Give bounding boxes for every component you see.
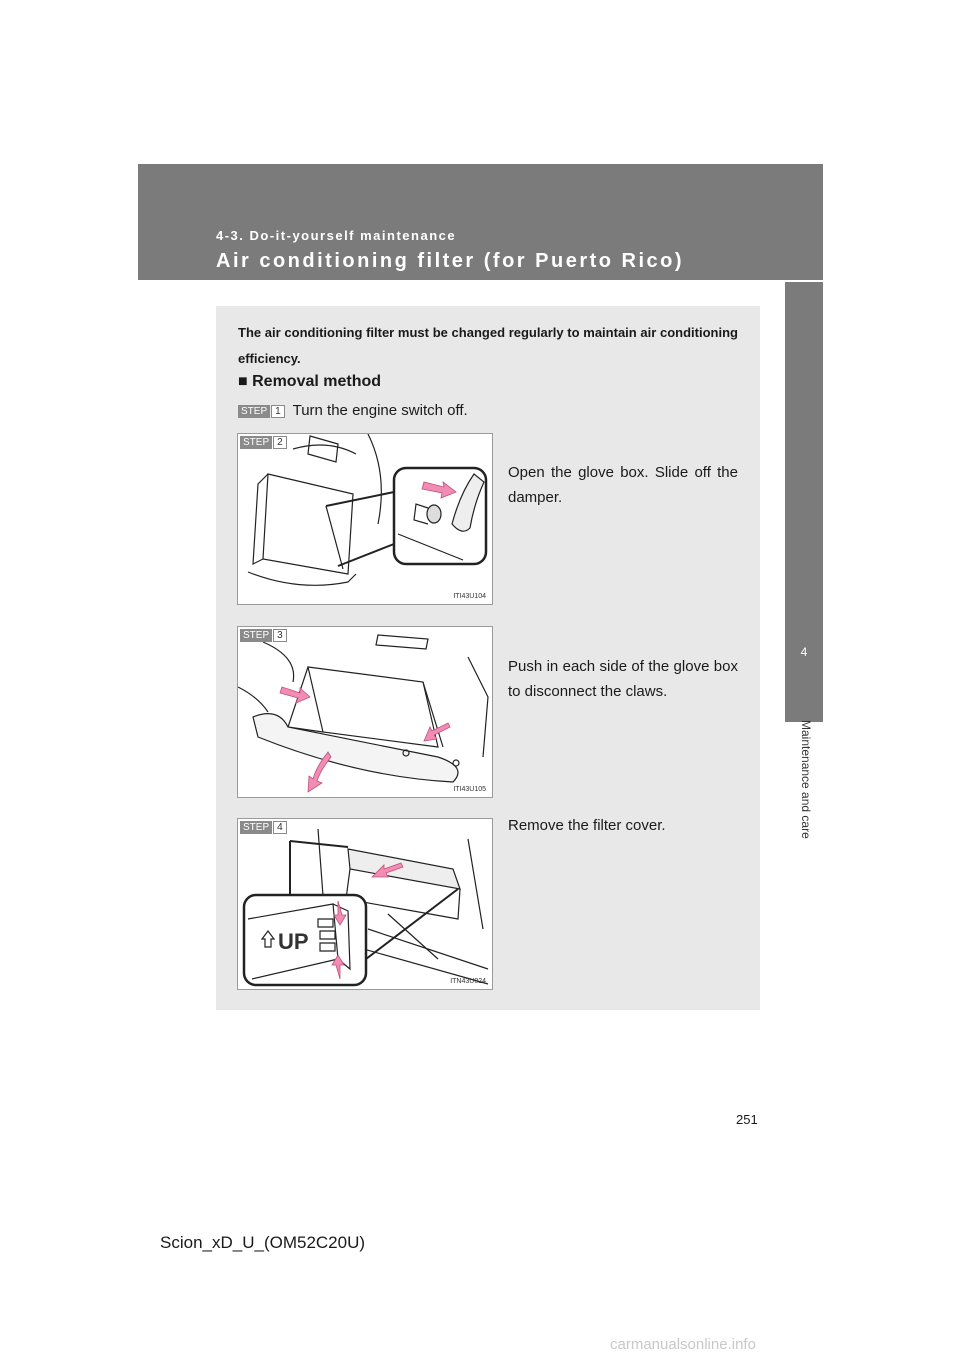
step-1 [238,402,468,419]
step-2-text: Open the glove box. Slide off the damper. [508,464,738,506]
up-label: UP [278,929,309,954]
step-badge: STEP 2 [240,436,287,449]
chapter-label-container [797,720,813,880]
method-heading: ■ Removal method [238,373,382,390]
glove-box-damper-illustration [238,434,493,605]
watermark: carmanualsonline.info [610,1336,756,1353]
chapter-label: Maintenance and care [799,720,813,839]
step-badge: STEP 1 [238,405,285,418]
page-title: Air conditioning filter (for Puerto Rico) [216,250,685,272]
step-4-figure [237,818,493,990]
step-3-figure [237,626,493,798]
figure-code: ITI43U104 [453,593,486,600]
step-4-text: Remove the filter cover. [508,817,666,834]
page-number: 251 [736,1112,758,1127]
section-label: 4-3. Do-it-yourself maintenance [216,228,457,243]
filter-cover-illustration [238,819,493,990]
step-2-figure [237,433,493,605]
chapter-number: 4 [800,645,808,659]
figure-code: ITN43U024 [450,978,486,985]
model-code: Scion_xD_U_(OM52C20U) [160,1233,366,1252]
figure-code: ITI43U105 [453,786,486,793]
step-badge: STEP 4 [240,821,287,834]
step-badge: STEP 3 [240,629,287,642]
step-1-text: Turn the engine switch off. [292,402,468,419]
intro-text: The air conditioning filter must be changed regularly to maintain air conditioning efficiency. [238,325,738,366]
glove-box-claws-illustration [238,627,493,798]
step-3-text: Push in each side of the glove box to disconnect the claws. [508,658,738,700]
